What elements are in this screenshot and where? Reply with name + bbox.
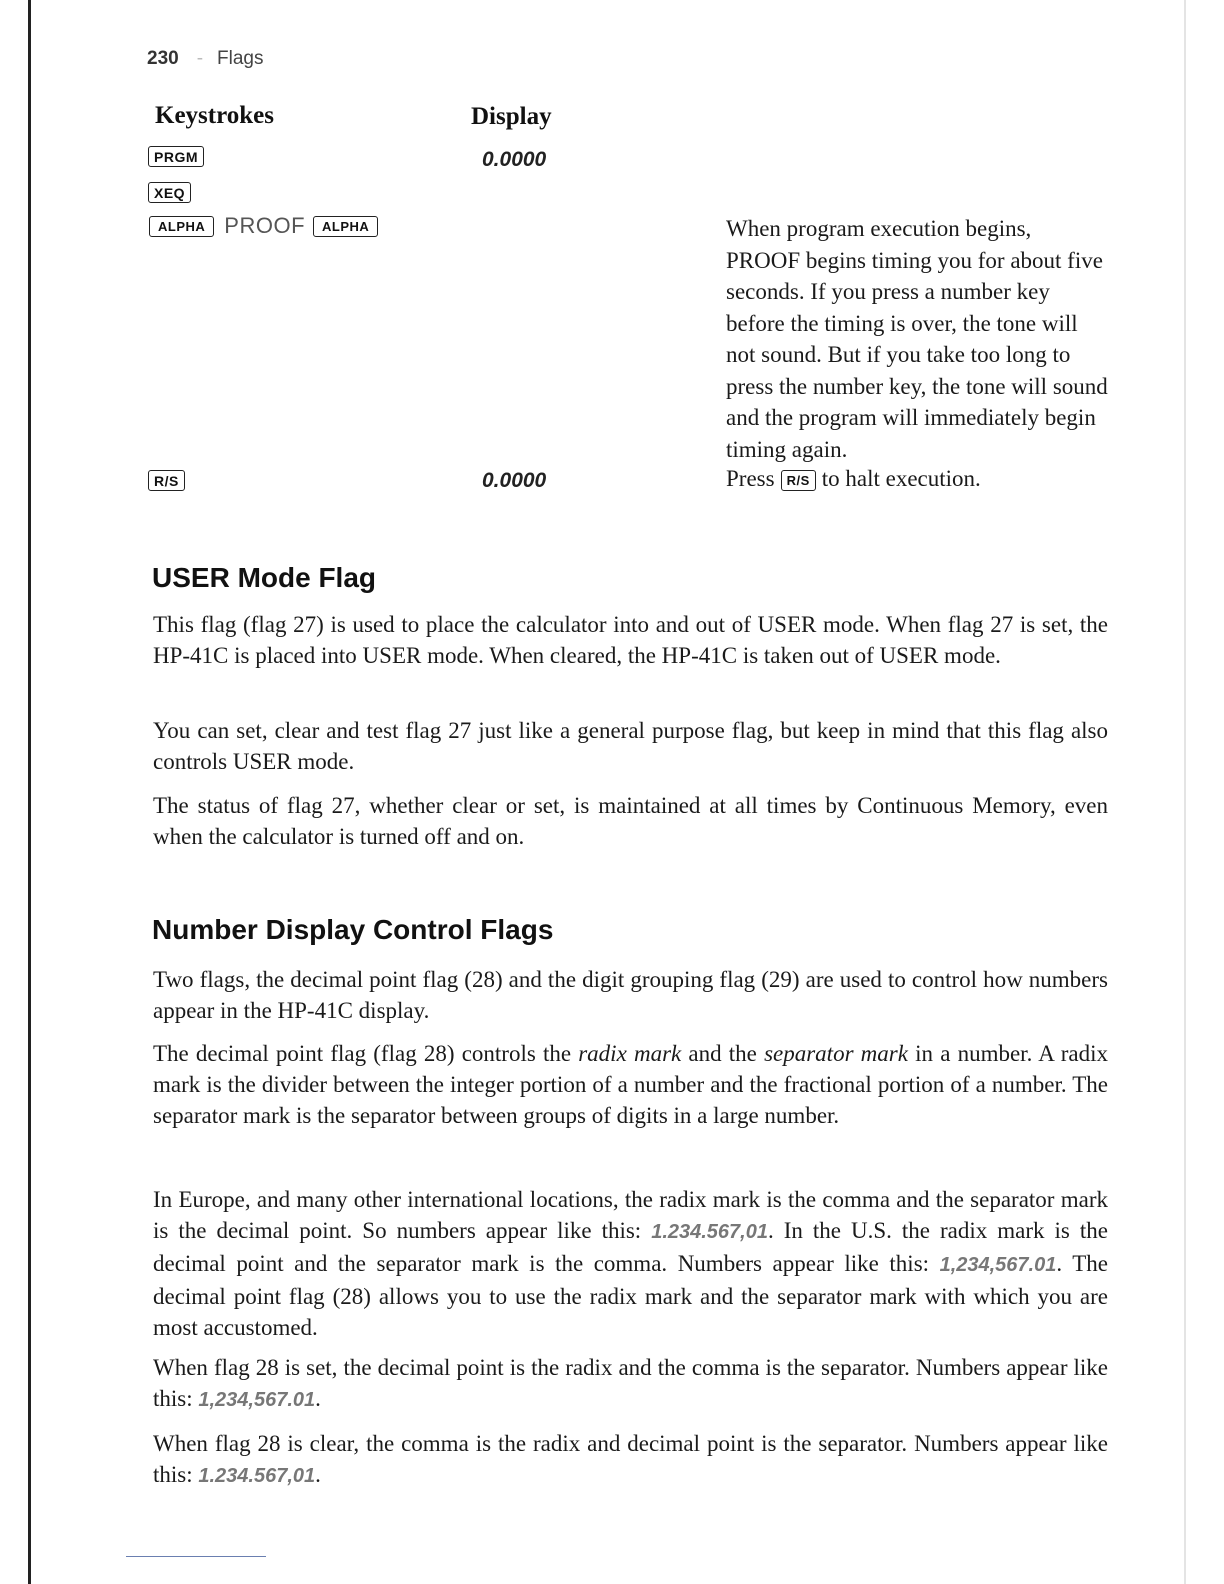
radix-text-c: and the <box>681 1041 765 1066</box>
page-edge-left <box>28 0 31 1584</box>
run-stop-key: R/S <box>148 470 185 491</box>
program-name: PROOF <box>224 213 306 239</box>
flag28-set-paragraph <box>153 1352 1108 1416</box>
radix-text-e: in a number. A radix mark is the divider between the integer portion of a number and the fractional portion of a number. The separator mark is the separator between groups of digits in a large number. <box>153 1041 1108 1128</box>
halt-execution-note <box>726 466 981 492</box>
flag28-set-text: When flag 28 is set, the decimal point is the radix and the comma is the separator. Numbers appear like this: <box>153 1355 1108 1411</box>
display-column-header: Display <box>471 103 552 130</box>
flag28-set-period: . <box>315 1386 321 1411</box>
alpha-proof-keystroke <box>149 212 378 239</box>
flag28-clear-text: When flag 28 is clear, the comma is the radix and decimal point is the separator. Numbers appear like this: <box>153 1431 1108 1487</box>
proof-timing-note: When program execution begins, PROOF begins timing you for about five seconds. If you press a number key before the timing is over, the tone will not sound. But if you take too long to press the number key, the tone will sound and the program will immediately begin timing again. <box>726 216 1108 462</box>
europe-text-a: In Europe, and many other international locations, the radix mark is the comma and the separator mark is the decimal point. So numbers appear like this: <box>153 1187 1108 1243</box>
radix-separator-paragraph <box>153 1038 1108 1131</box>
user-mode-paragraph-2: You can set, clear and test flag 27 just like a general purpose flag, but keep in mind that this flag also controls USER mode. <box>153 718 1108 774</box>
user-mode-paragraph-3: The status of flag 27, whether clear or set, is maintained at all times by Continuous Memory, even when the calculator is turned off and on. <box>153 793 1108 849</box>
europe-text-b: . In the U.S. the radix mark is the decimal point and the separator mark is the comma. Numbers appear like this: <box>153 1218 1108 1276</box>
flag28-set-number-example: 1,234,567.01 <box>198 1389 316 1411</box>
user-mode-paragraph-1: This flag (flag 27) is used to place the calculator into and out of USER mode. When flag 27 is set, the HP-41C is placed into USER mode. When cleared, the HP-41C is taken out of USER mode. <box>153 612 1108 668</box>
alpha-key-open: ALPHA <box>149 216 214 237</box>
running-head-separator: - <box>196 48 204 69</box>
halt-note-rs-key: R/S <box>781 470 816 491</box>
us-number-example: 1,234,567.01 <box>939 1254 1057 1276</box>
keystrokes-column-header: Keystrokes <box>155 102 274 129</box>
user-mode-flag-heading: USER Mode Flag <box>152 562 377 593</box>
page-edge-right <box>1184 0 1186 1584</box>
flag28-clear-number-example: 1.234.567,01 <box>198 1465 316 1487</box>
display-value-1: 0.0000 <box>482 148 547 171</box>
flag28-clear-period: . <box>315 1462 321 1487</box>
alpha-key-close: ALPHA <box>313 216 378 237</box>
radix-mark-term: radix mark <box>578 1041 682 1066</box>
prgm-key: PRGM <box>148 146 204 167</box>
footer-rule <box>126 1556 266 1557</box>
flag28-clear-paragraph <box>153 1428 1108 1492</box>
page-number: 230 <box>147 48 179 69</box>
europe-us-paragraph <box>153 1184 1108 1343</box>
radix-text-a: The decimal point flag (flag 28) controls the <box>153 1041 579 1066</box>
display-value-2: 0.0000 <box>482 469 547 492</box>
separator-mark-term: separator mark <box>764 1041 908 1066</box>
running-head <box>147 48 264 70</box>
running-head-section: Flags <box>217 48 264 69</box>
halt-note-text: to halt execution. <box>821 466 981 491</box>
halt-note-press: Press <box>726 466 775 491</box>
european-number-example: 1.234.567,01 <box>651 1221 768 1243</box>
xeq-key: XEQ <box>148 182 191 203</box>
number-display-flags-heading: Number Display Control Flags <box>152 914 554 945</box>
europe-text-c: . The decimal point flag (28) allows you to use the radix mark and the separator mark with which you are most accustomed. <box>153 1251 1108 1340</box>
number-display-paragraph-1: Two flags, the decimal point flag (28) and the digit grouping flag (29) are used to control how numbers appear in the HP-41C display. <box>153 967 1108 1023</box>
